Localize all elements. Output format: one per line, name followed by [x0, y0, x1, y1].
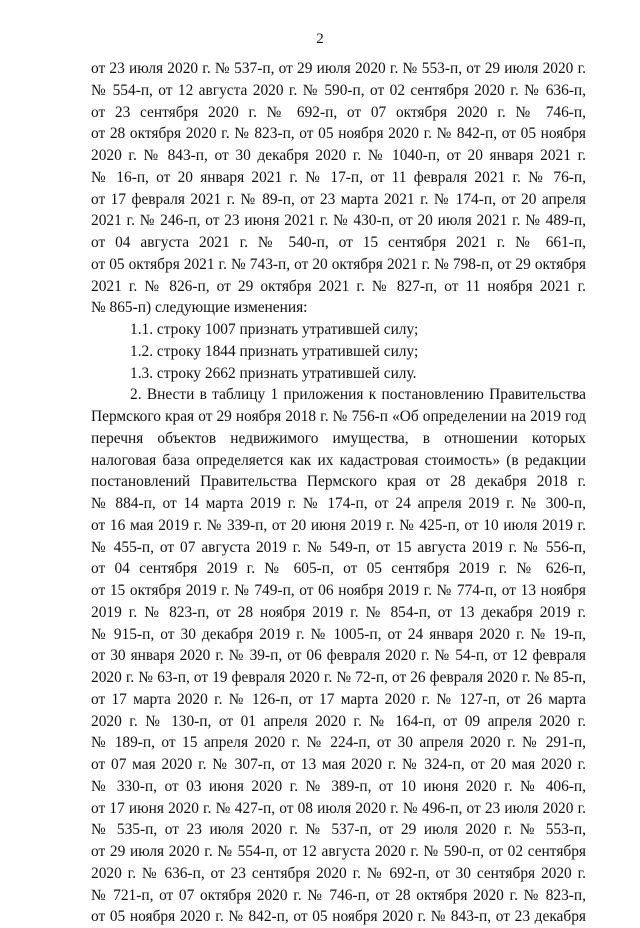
text-line: от 17 марта 2020 г. № 126-п, от 17 марта 2020 г. № 127-п, от 26 марта	[91, 690, 586, 708]
text-line: № 330-п, от 03 июня 2020 г. № 389-п, от 10 июня 2020 г. № 406-п,	[91, 777, 586, 795]
text-line: Пермского края от 29 ноября 2018 г. № 756-п «Об определении на 2019 год	[91, 408, 586, 425]
text-line: от 15 октября 2019 г. № 749-п, от 06 ноября 2019 г. № 774-п, от 13 ноября	[91, 582, 586, 599]
text-line: налоговая база определяется как их кадастровая стоимость» (в редакции	[91, 451, 586, 469]
text-line: от 23 сентября 2020 г. № 692-п, от 07 октября 2020 г. № 746-п,	[91, 103, 586, 121]
text-line: 1.3. строку 2662 признать утратившей силу.	[130, 364, 417, 382]
text-line: перечня объектов недвижимого имущества, в отношении которых	[91, 429, 586, 447]
text-line: 2021 г. № 826-п, от 29 октября 2021 г. № 827-п, от 11 ноября 2021 г.	[91, 277, 586, 295]
text-line: постановлений Правительства Пермского края от 28 декабря 2018 г.	[91, 473, 586, 491]
page-number: 2	[316, 31, 324, 47]
text-line: от 05 ноября 2020 г. № 842-п, от 05 ноября 2020 г. № 843-п, от 23 декабря	[91, 908, 586, 926]
text-line: 2020 г. № 843-п, от 30 декабря 2020 г. № 1040-п, от 20 января 2021 г.	[91, 147, 586, 164]
text-line: от 23 июля 2020 г. № 537-п, от 29 июля 2020 г. № 553-п, от 29 июля 2020 г.	[91, 60, 586, 77]
text-line: № 554-п, от 12 августа 2020 г. № 590-п, от 02 сентября 2020 г. № 636-п,	[91, 81, 586, 99]
text-line: от 29 июля 2020 г. № 554-п, от 12 августа 2020 г. № 590-п, от 02 сентября	[91, 843, 586, 860]
text-line: от 04 августа 2021 г. № 540-п, от 15 сентября 2021 г. № 661-п,	[91, 234, 586, 251]
text-line: от 05 октября 2021 г. № 743-п, от 20 октября 2021 г. № 798-п, от 29 октября	[91, 255, 586, 273]
text-line: 2020 г. № 63-п, от 19 февраля 2020 г. № 72-п, от 26 февраля 2020 г. № 85-п,	[91, 669, 586, 686]
text-line: 1.2. строку 1844 признать утратившей силу;	[130, 342, 419, 360]
text-line: № 535-п, от 23 июля 2020 г. № 537-п, от 29 июля 2020 г. № 553-п,	[91, 821, 586, 839]
text-line: от 07 мая 2020 г. № 307-п, от 13 мая 2020 г. № 324-п, от 20 мая 2020 г.	[91, 756, 586, 773]
text-line: 2. Внести в таблицу 1 приложения к постановлению Правительства	[130, 386, 586, 404]
text-line: 2019 г. № 823-п, от 28 ноября 2019 г. № 854-п, от 13 декабря 2019 г.	[91, 603, 586, 621]
text-line: от 30 января 2020 г. № 39-п, от 06 февраля 2020 г. № 54-п, от 12 февраля	[91, 647, 586, 665]
text-line: № 189-п, от 15 апреля 2020 г. № 224-п, от 30 апреля 2020 г. № 291-п,	[91, 734, 586, 752]
text-line: № 865-п) следующие изменения:	[91, 299, 308, 317]
text-line: от 16 мая 2019 г. № 339-п, от 20 июня 2019 г. № 425-п, от 10 июля 2019 г.	[91, 516, 586, 534]
text-line: 2020 г. № 636-п, от 23 сентября 2020 г. № 692-п, от 30 сентября 2020 г.	[91, 864, 586, 882]
text-line: 2021 г. № 246-п, от 23 июня 2021 г. № 430-п, от 20 июля 2021 г. № 489-п,	[91, 212, 586, 230]
text-line: № 721-п, от 07 октября 2020 г. № 746-п, от 28 октября 2020 г. № 823-п,	[91, 886, 586, 904]
text-line: от 04 сентября 2019 г. № 605-п, от 05 сентября 2019 г. № 626-п,	[91, 560, 586, 578]
document-body	[91, 58, 586, 928]
text-line: № 884-п, от 14 марта 2019 г. № 174-п, от 24 апреля 2019 г. № 300-п,	[91, 495, 586, 512]
text-line: 1.1. строку 1007 признать утратившей силу;	[130, 321, 419, 338]
text-line: № 455-п, от 07 августа 2019 г. № 549-п, от 15 августа 2019 г. № 556-п,	[91, 538, 586, 556]
text-line: от 28 октября 2020 г. № 823-п, от 05 ноября 2020 г. № 842-п, от 05 ноября	[91, 125, 586, 143]
text-line: от 17 февраля 2021 г. № 89-п, от 23 марта 2021 г. № 174-п, от 20 апреля	[91, 190, 586, 208]
text-line: № 915-п, от 30 декабря 2019 г. № 1005-п, от 24 января 2020 г. № 19-п,	[91, 625, 586, 643]
text-line: от 17 июня 2020 г. № 427-п, от 08 июля 2020 г. № 496-п, от 23 июля 2020 г.	[91, 799, 586, 817]
text-line: № 16-п, от 20 января 2021 г. № 17-п, от 11 февраля 2021 г. № 76-п,	[91, 168, 586, 186]
text-line: 2020 г. № 130-п, от 01 апреля 2020 г. № 164-п, от 09 апреля 2020 г.	[91, 712, 586, 730]
